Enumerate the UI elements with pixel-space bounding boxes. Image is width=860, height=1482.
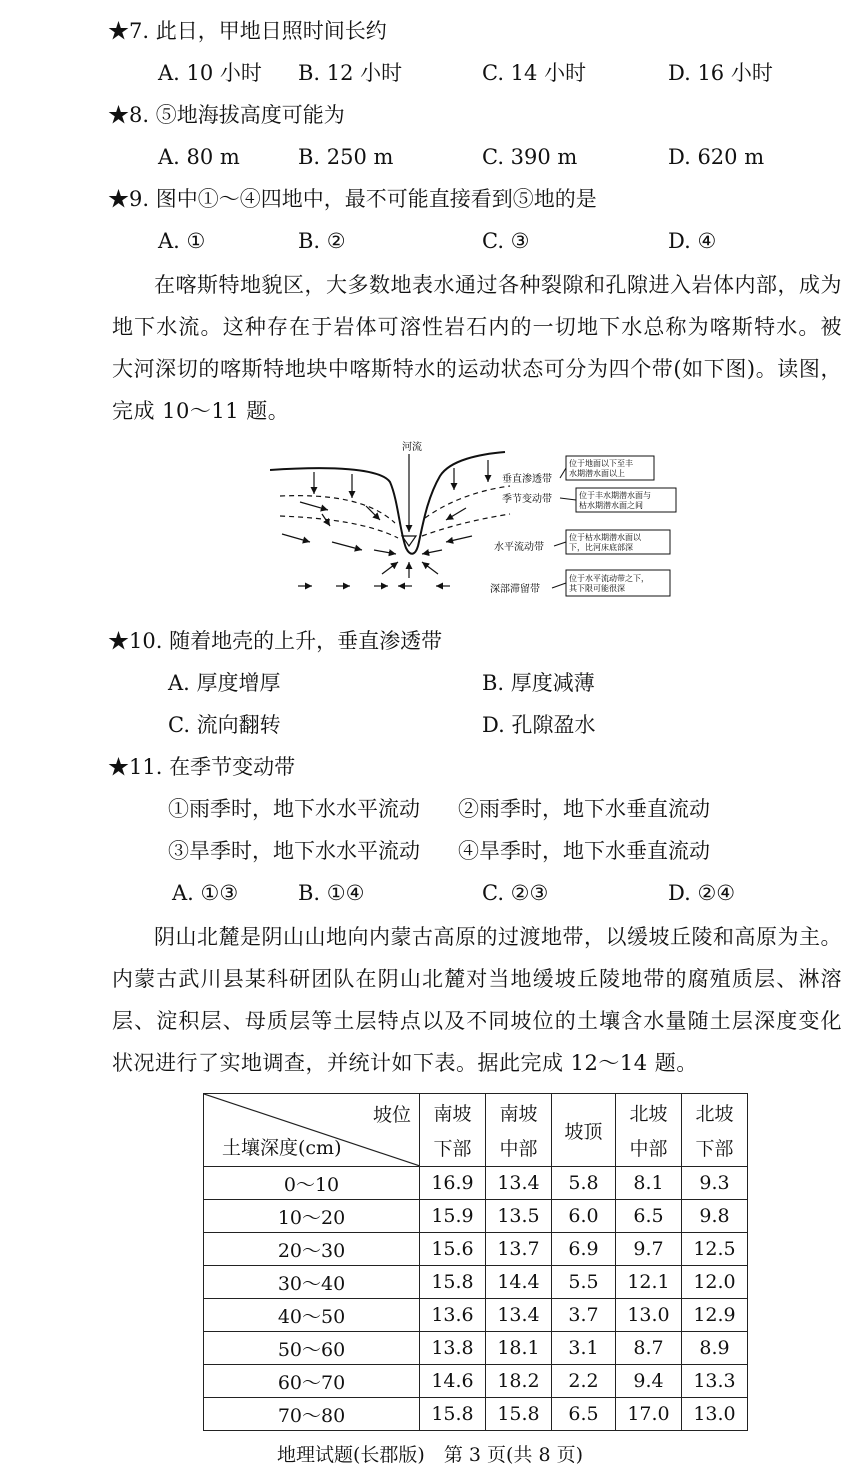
q11-item-1: ①雨季时，地下水水平流动 [168, 797, 420, 821]
column-header [552, 1094, 616, 1167]
depth-cell: 70～80 [204, 1398, 420, 1431]
karst-water-diagram [270, 438, 680, 600]
depth-cell: 50～60 [204, 1332, 420, 1365]
page-footer: 地理试题(长郡版) 第 3 页(共 8 页) [277, 1444, 583, 1466]
q11-option-a: A. ①③ [172, 881, 239, 905]
value-cell: 12.0 [682, 1266, 748, 1299]
value-cell: 13.3 [682, 1365, 748, 1398]
value-cell: 16.9 [420, 1167, 486, 1200]
column-header [486, 1094, 552, 1167]
depth-cell: 60～70 [204, 1365, 420, 1398]
value-cell: 13.4 [486, 1167, 552, 1200]
value-cell: 13.0 [616, 1299, 682, 1332]
depth-cell: 40～50 [204, 1299, 420, 1332]
note-2-line2: 枯水期潜水面之间 [579, 501, 643, 510]
column-header-line1: 北坡 [629, 1103, 668, 1125]
depth-cell: 10～20 [204, 1200, 420, 1233]
q10-option-b: B. 厚度减薄 [482, 671, 595, 695]
note-4-line2: 其下限可能很深 [569, 584, 625, 593]
yinshan-passage [112, 916, 842, 1084]
value-cell: 6.5 [616, 1200, 682, 1233]
column-header-line1: 北坡 [695, 1103, 734, 1125]
q10-option-d: D. 孔隙盈水 [482, 713, 596, 737]
q11-item-4: ④旱季时，地下水垂直流动 [458, 839, 710, 863]
value-cell: 15.8 [486, 1398, 552, 1431]
q8-option-a: A. 80 m [158, 145, 240, 169]
value-cell: 17.0 [616, 1398, 682, 1431]
depth-cell: 0～10 [204, 1167, 420, 1200]
value-cell: 5.8 [552, 1167, 616, 1200]
note-2-line1: 位于丰水期潜水面与 [579, 491, 651, 500]
value-cell: 3.1 [552, 1332, 616, 1365]
q8-option-b: B. 250 m [298, 145, 394, 169]
value-cell: 13.4 [486, 1299, 552, 1332]
value-cell: 12.5 [682, 1233, 748, 1266]
value-cell: 13.6 [420, 1299, 486, 1332]
karst-passage-text: 在喀斯特地貌区，大多数地表水通过各种裂隙和孔隙进入岩体内部，成为地下水流。这种存在于岩体可溶性岩石内的一切地下水总称为喀斯特水。被大河深切的喀斯特地块中喀斯特水的运动状态可分为四个带(如下图)。读图，完成 10～11 题。 [112, 273, 842, 423]
column-header [682, 1094, 748, 1167]
q9-option-b: B. ② [298, 229, 346, 253]
depth-cell: 20～30 [204, 1233, 420, 1266]
table-row [204, 1200, 748, 1233]
column-header-line1: 南坡 [499, 1103, 538, 1125]
value-cell: 9.4 [616, 1365, 682, 1398]
value-cell: 14.4 [486, 1266, 552, 1299]
value-cell: 15.8 [420, 1398, 486, 1431]
value-cell: 3.7 [552, 1299, 616, 1332]
zone-label-vertical: 垂直渗透带 [502, 474, 552, 485]
karst-passage [112, 264, 842, 432]
q9-option-c: C. ③ [482, 229, 530, 253]
value-cell: 13.0 [682, 1398, 748, 1431]
table-row [204, 1365, 748, 1398]
value-cell: 6.0 [552, 1200, 616, 1233]
note-3-line2: 下，比河床底部深 [569, 543, 633, 552]
q11-item-2: ②雨季时，地下水垂直流动 [458, 797, 710, 821]
q7-option-a: A. 10 小时 [158, 61, 262, 85]
q11-option-d: D. ②④ [668, 881, 736, 905]
table-header-row [204, 1094, 748, 1167]
value-cell: 6.9 [552, 1233, 616, 1266]
column-header-line1: 南坡 [433, 1103, 472, 1125]
value-cell: 15.8 [420, 1266, 486, 1299]
table-row [204, 1299, 748, 1332]
note-1-line2: 水期潜水面以上 [569, 469, 625, 478]
value-cell: 9.7 [616, 1233, 682, 1266]
q11-option-b: B. ①④ [298, 881, 365, 905]
column-header-line2: 下部 [695, 1138, 734, 1160]
value-cell: 2.2 [552, 1365, 616, 1398]
value-cell: 9.8 [682, 1200, 748, 1233]
value-cell: 13.7 [486, 1233, 552, 1266]
column-header [616, 1094, 682, 1167]
value-cell: 13.8 [420, 1332, 486, 1365]
value-cell: 8.1 [616, 1167, 682, 1200]
column-header-line1: 坡顶 [564, 1120, 603, 1143]
q7-stem: ★7. 此日，甲地日照时间长约 [108, 19, 387, 43]
corner-bottom-label: 土壤深度(cm) [222, 1137, 342, 1159]
value-cell: 15.6 [420, 1233, 486, 1266]
q7-option-d: D. 16 小时 [668, 61, 773, 85]
zone-label-seasonal: 季节变动带 [502, 494, 552, 505]
note-3-line1: 位于枯水期潜水面以 [569, 533, 641, 542]
note-4-line1: 位于水平流动带之下， [569, 574, 649, 583]
value-cell: 5.5 [552, 1266, 616, 1299]
q9-option-a: A. ① [158, 229, 206, 253]
q11-item-3: ③旱季时，地下水水平流动 [168, 839, 420, 863]
dry-season-water-table [280, 514, 510, 538]
column-header-line2: 中部 [499, 1138, 538, 1160]
value-cell: 13.5 [486, 1200, 552, 1233]
q11-stem: ★11. 在季节变动带 [108, 755, 296, 779]
yinshan-passage-text: 阴山北麓是阴山山地向内蒙古高原的过渡地带，以缓坡丘陵和高原为主。内蒙古武川县某科研团队在阴山北麓对当地缓坡丘陵地带的腐殖质层、淋溶层、淀积层、母质层等土层特点以及不同坡位的土壤含水量随土层深度变化状况进行了实地调查，并统计如下表。据此完成 12～14 题。 [112, 925, 842, 1075]
column-header-line2: 下部 [433, 1138, 472, 1160]
table-row [204, 1233, 748, 1266]
table-row [204, 1398, 748, 1431]
q10-option-a: A. 厚度增厚 [168, 671, 281, 695]
q10-option-c: C. 流向翻转 [168, 713, 281, 737]
q9-option-d: D. ④ [668, 229, 717, 253]
table-row [204, 1332, 748, 1365]
q7-option-c: C. 14 小时 [482, 61, 587, 85]
soil-moisture-table [203, 1093, 748, 1431]
river-label: 河流 [402, 442, 422, 453]
value-cell: 18.2 [486, 1365, 552, 1398]
q9-stem: ★9. 图中①～④四地中，最不可能直接看到⑤地的是 [108, 187, 597, 211]
value-cell: 8.9 [682, 1332, 748, 1365]
column-header-line2: 中部 [629, 1138, 668, 1160]
note-1-line1: 位于地面以下至丰 [569, 459, 633, 468]
value-cell: 9.3 [682, 1167, 748, 1200]
value-cell: 15.9 [420, 1200, 486, 1233]
q8-option-d: D. 620 m [668, 145, 765, 169]
q8-option-c: C. 390 m [482, 145, 578, 169]
q10-stem: ★10. 随着地壳的上升，垂直渗透带 [108, 629, 443, 653]
value-cell: 12.1 [616, 1266, 682, 1299]
depth-cell: 30～40 [204, 1266, 420, 1299]
value-cell: 12.9 [682, 1299, 748, 1332]
table-row [204, 1266, 748, 1299]
q7-option-b: B. 12 小时 [298, 61, 403, 85]
q8-stem: ★8. ⑤地海拔高度可能为 [108, 103, 345, 127]
q11-option-c: C. ②③ [482, 881, 549, 905]
column-header [420, 1094, 486, 1167]
value-cell: 14.6 [420, 1365, 486, 1398]
corner-top-label: 坡位 [372, 1104, 411, 1126]
table-corner-cell [204, 1094, 420, 1167]
value-cell: 6.5 [552, 1398, 616, 1431]
value-cell: 8.7 [616, 1332, 682, 1365]
table-row [204, 1167, 748, 1200]
zone-label-deep: 深部滞留带 [490, 584, 540, 595]
zone-label-horizontal: 水平流动带 [494, 542, 544, 553]
value-cell: 18.1 [486, 1332, 552, 1365]
